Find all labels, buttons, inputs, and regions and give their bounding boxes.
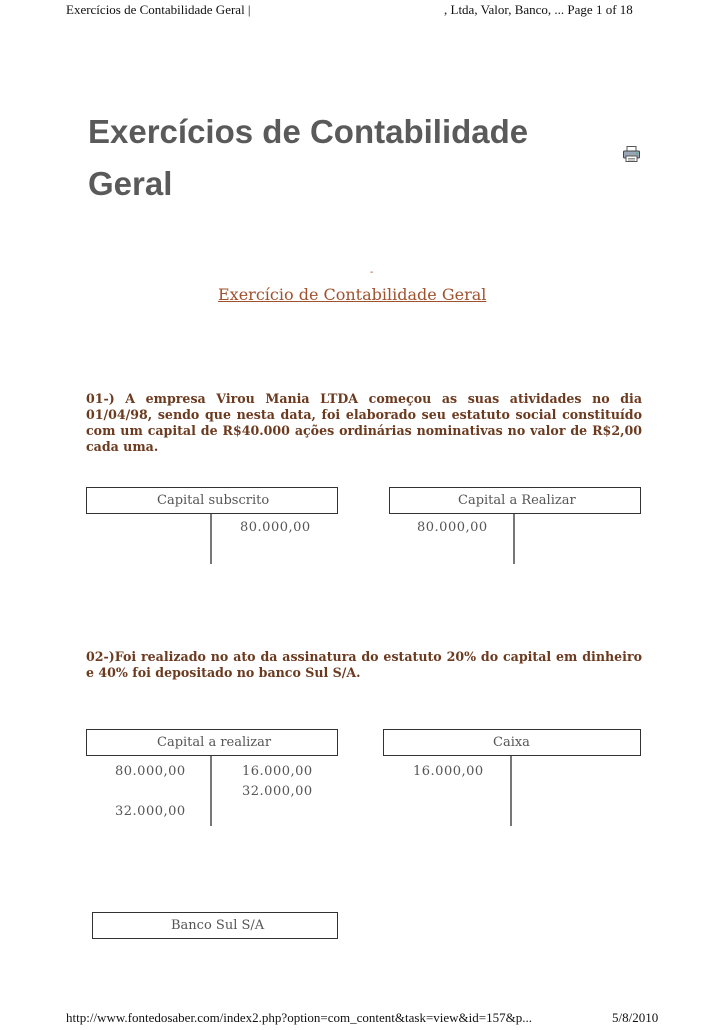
t-account-divider bbox=[510, 756, 512, 826]
print-footer-url: http://www.fontedosaber.com/index2.php?option=com_content&task=view&id=157&p... bbox=[66, 1010, 532, 1025]
t-account-label: Capital subscrito bbox=[157, 493, 270, 508]
article-title-line-2: Geral bbox=[88, 165, 173, 202]
t-account-credit-value: 32.000,00 bbox=[242, 784, 313, 799]
t-account-capital-a-realizar-header bbox=[389, 487, 641, 514]
print-header-page-info: , Ltda, Valor, Banco, ... Page 1 of 18 bbox=[444, 2, 633, 17]
t-account-capital-a-realizar-header bbox=[86, 729, 338, 756]
t-account-debit-value: 16.000,00 bbox=[413, 764, 484, 779]
t-account-banco-sul-header bbox=[92, 912, 338, 939]
t-account-label: Caixa bbox=[493, 735, 530, 750]
t-account-caixa-header bbox=[383, 729, 641, 756]
t-account-capital-subscrito-header bbox=[86, 487, 338, 514]
t-account-divider bbox=[210, 514, 212, 564]
t-account-credit-value: 16.000,00 bbox=[242, 764, 313, 779]
t-account-divider bbox=[513, 514, 515, 564]
t-account-debit-value: 80.000,00 bbox=[115, 764, 186, 779]
printer-icon[interactable] bbox=[623, 146, 640, 162]
t-account-debit-value: 80.000,00 bbox=[417, 520, 488, 535]
t-account-divider bbox=[210, 756, 212, 826]
t-account-label: Capital a realizar bbox=[157, 735, 272, 750]
article-title-line-1: Exercícios de Contabilidade bbox=[88, 113, 529, 150]
print-footer-date: 5/8/2010 bbox=[612, 1010, 659, 1025]
article-title bbox=[88, 106, 568, 210]
content-heading: Exercício de Contabilidade Geral bbox=[218, 285, 487, 304]
separator-dash: - bbox=[370, 267, 374, 278]
t-account-debit-value: 32.000,00 bbox=[115, 804, 186, 819]
exercise-2-text: 02-)Foi realizado no ato da assinatura do estatuto 20% do capital em dinheiro e 40% foi depositado no banco Sul S/A. bbox=[86, 649, 642, 680]
t-account-credit-value: 80.000,00 bbox=[240, 520, 311, 535]
print-header-title: Exercícios de Contabilidade Geral | bbox=[66, 2, 251, 17]
t-account-label: Banco Sul S/A bbox=[171, 918, 265, 933]
exercise-1-text: 01-) A empresa Virou Mania LTDA começou as suas atividades no dia 01/04/98, sendo que nesta data, foi elaborado seu estatuto social constituído com um capital de R$40.000 ações ordinárias nominativas no valor de R$2,00 cada uma. bbox=[86, 391, 642, 454]
t-account-label: Capital a Realizar bbox=[458, 493, 576, 508]
